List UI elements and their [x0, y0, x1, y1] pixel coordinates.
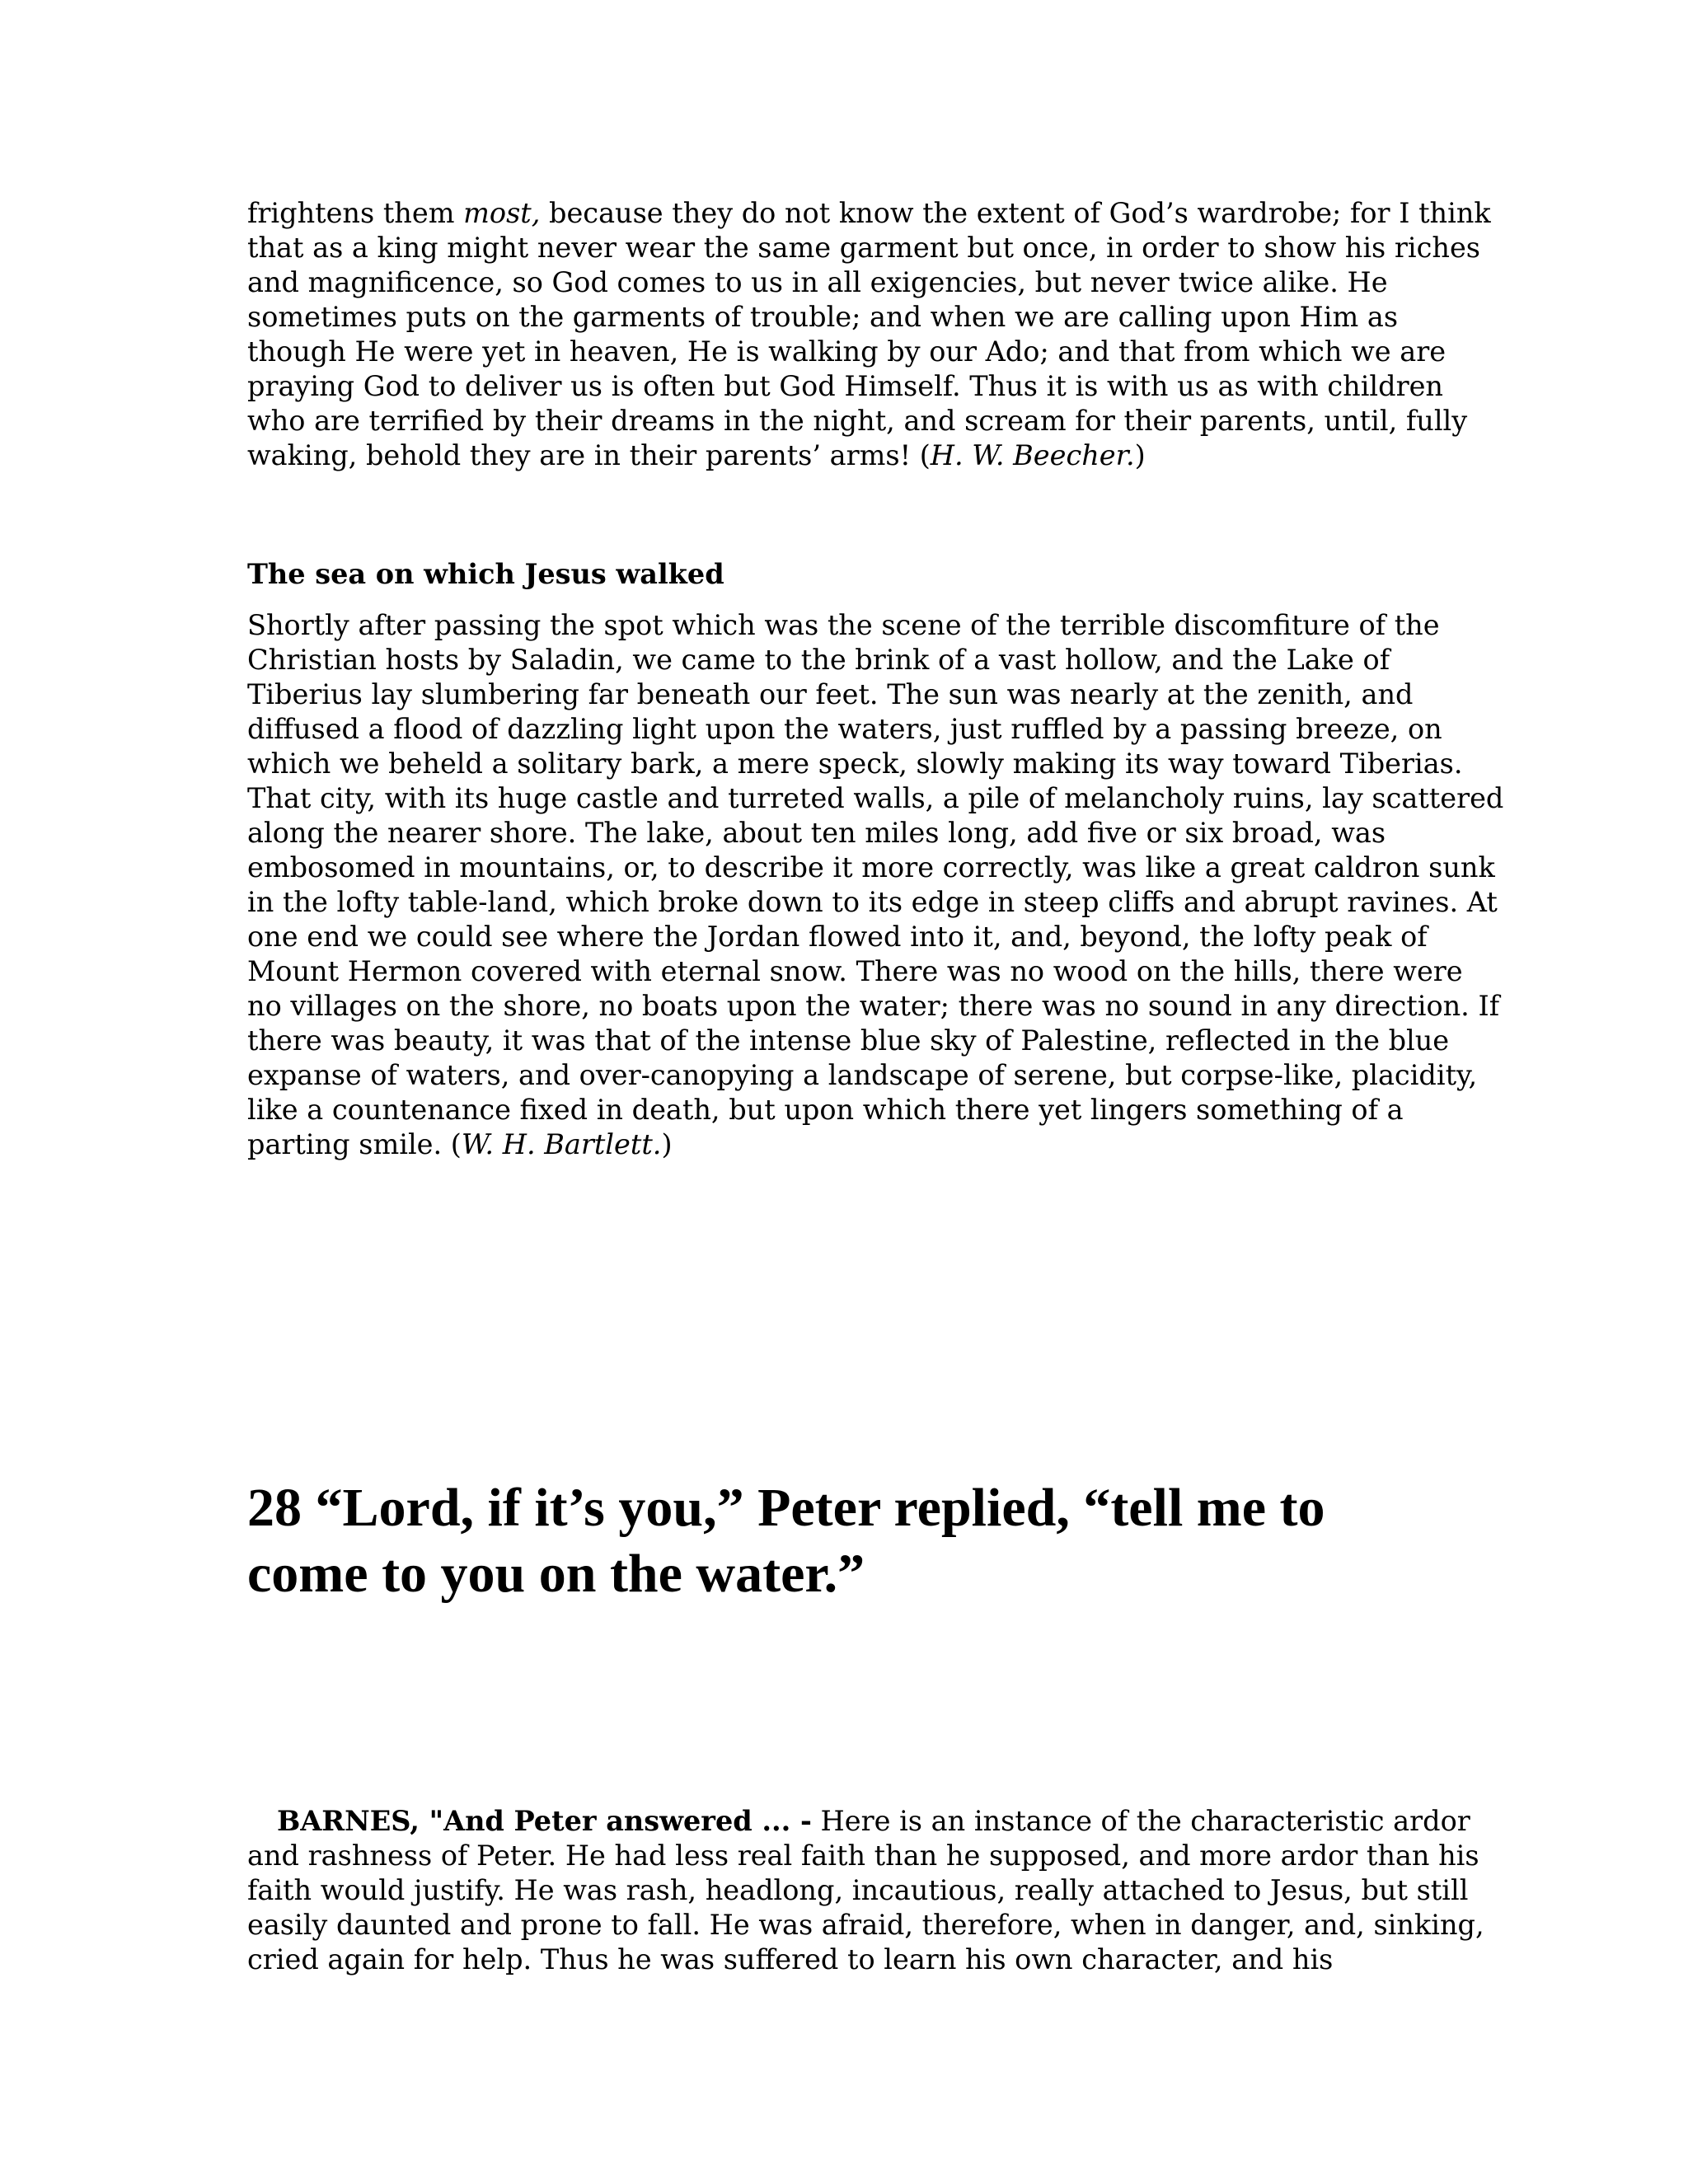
citation-author: W. H. Bartlett. — [461, 1128, 662, 1160]
text-line: like a countenance fixed in death, but upon which there yet lingers something of a — [247, 1094, 1404, 1126]
text-line: Mount Hermon covered with eternal snow. There was no wood on the hills, there were — [247, 955, 1463, 987]
text-line: Shortly after passing the spot which was the scene of the terrible discomfiture of the — [247, 609, 1440, 641]
section-heading: The sea on which Jesus walked — [247, 558, 724, 590]
emphasis-text: most, — [463, 197, 541, 229]
verse-line: 28 “Lord, if it’s you,” Peter replied, “tell me to — [247, 1478, 1325, 1538]
text-line: there was beauty, it was that of the intense blue sky of Palestine, reflected in the blue — [247, 1024, 1450, 1057]
document-page — [247, 196, 1504, 1975]
text-line: BARNES, "And Peter answered ... - Here is an instance of the characteristic ardor — [277, 1805, 1470, 1837]
text-line: faith would justify. He was rash, headlong, incautious, really attached to Jesus, but still — [247, 1874, 1469, 1906]
text-line: waking, behold they are in their parents’ arms! (H. W. Beecher.) — [247, 439, 1146, 471]
citation-author: H. W. Beecher. — [930, 439, 1135, 471]
text-line: cried again for help. Thus he was suffered to learn his own character, and his — [247, 1943, 1334, 1975]
text-line: Tiberius lay slumbering far beneath our feet. The sun was nearly at the zenith, and — [247, 678, 1414, 710]
paragraph-barnes-commentary — [247, 1804, 1484, 1977]
text-line: and magnificence, so God comes to us in all exigencies, but never twice alike. He — [247, 266, 1388, 298]
text-line: parting smile. (W. H. Bartlett.) — [247, 1128, 673, 1160]
text-line: easily daunted and prone to fall. He was afraid, therefore, when in danger, and, sinking, — [247, 1909, 1484, 1941]
text-line: sometimes puts on the garments of trouble; and when we are calling upon Him as — [247, 301, 1399, 333]
text-line: expanse of waters, and over-canopying a landscape of serene, but corpse-like, placidity, — [247, 1059, 1478, 1091]
verse-heading — [247, 1475, 1325, 1607]
text-line: Christian hosts by Saladin, we came to the brink of a vast hollow, and the Lake of — [247, 644, 1390, 676]
text-line: That city, with its huge castle and turreted walls, a pile of melancholy ruins, lay scattered — [247, 782, 1504, 814]
text-line: in the lofty table-land, which broke down to its edge in steep cliffs and abrupt ravines. At — [247, 886, 1498, 918]
text-line: embosomed in mountains, or, to describe it more correctly, was like a great caldron sunk — [247, 851, 1495, 883]
text-line: that as a king might never wear the same garment but once, in order to show his riches — [247, 232, 1480, 264]
text-line: though He were yet in heaven, He is walking by our Ado; and that from which we are — [247, 335, 1447, 368]
paragraph-bartlett-quote — [247, 608, 1503, 1162]
text-line: and rashness of Peter. He had less real faith than he supposed, and more ardor than his — [247, 1840, 1479, 1872]
commentary-lead: BARNES, "And Peter answered ... - — [277, 1805, 812, 1837]
text-line: frightens them most, because they do not know the extent of God’s wardrobe; for I think — [247, 197, 1491, 229]
text-line: one end we could see where the Jordan flowed into it, and, beyond, the lofty peak of — [247, 921, 1428, 953]
text-line: who are terrified by their dreams in the night, and scream for their parents, until, fully — [247, 405, 1468, 437]
text-line: praying God to deliver us is often but God Himself. Thus it is with us as with children — [247, 370, 1444, 402]
text-line: no villages on the shore, no boats upon the water; there was no sound in any direction. If — [247, 990, 1500, 1022]
text-line: which we beheld a solitary bark, a mere speck, slowly making its way toward Tiberias. — [247, 748, 1463, 780]
paragraph-beecher-quote — [247, 196, 1491, 473]
text-line: diffused a flood of dazzling light upon the waters, just ruffled by a passing breeze, on — [247, 713, 1442, 745]
text-line: along the nearer shore. The lake, about ten miles long, add five or six broad, was — [247, 817, 1386, 849]
verse-line: come to you on the water.” — [247, 1544, 865, 1604]
